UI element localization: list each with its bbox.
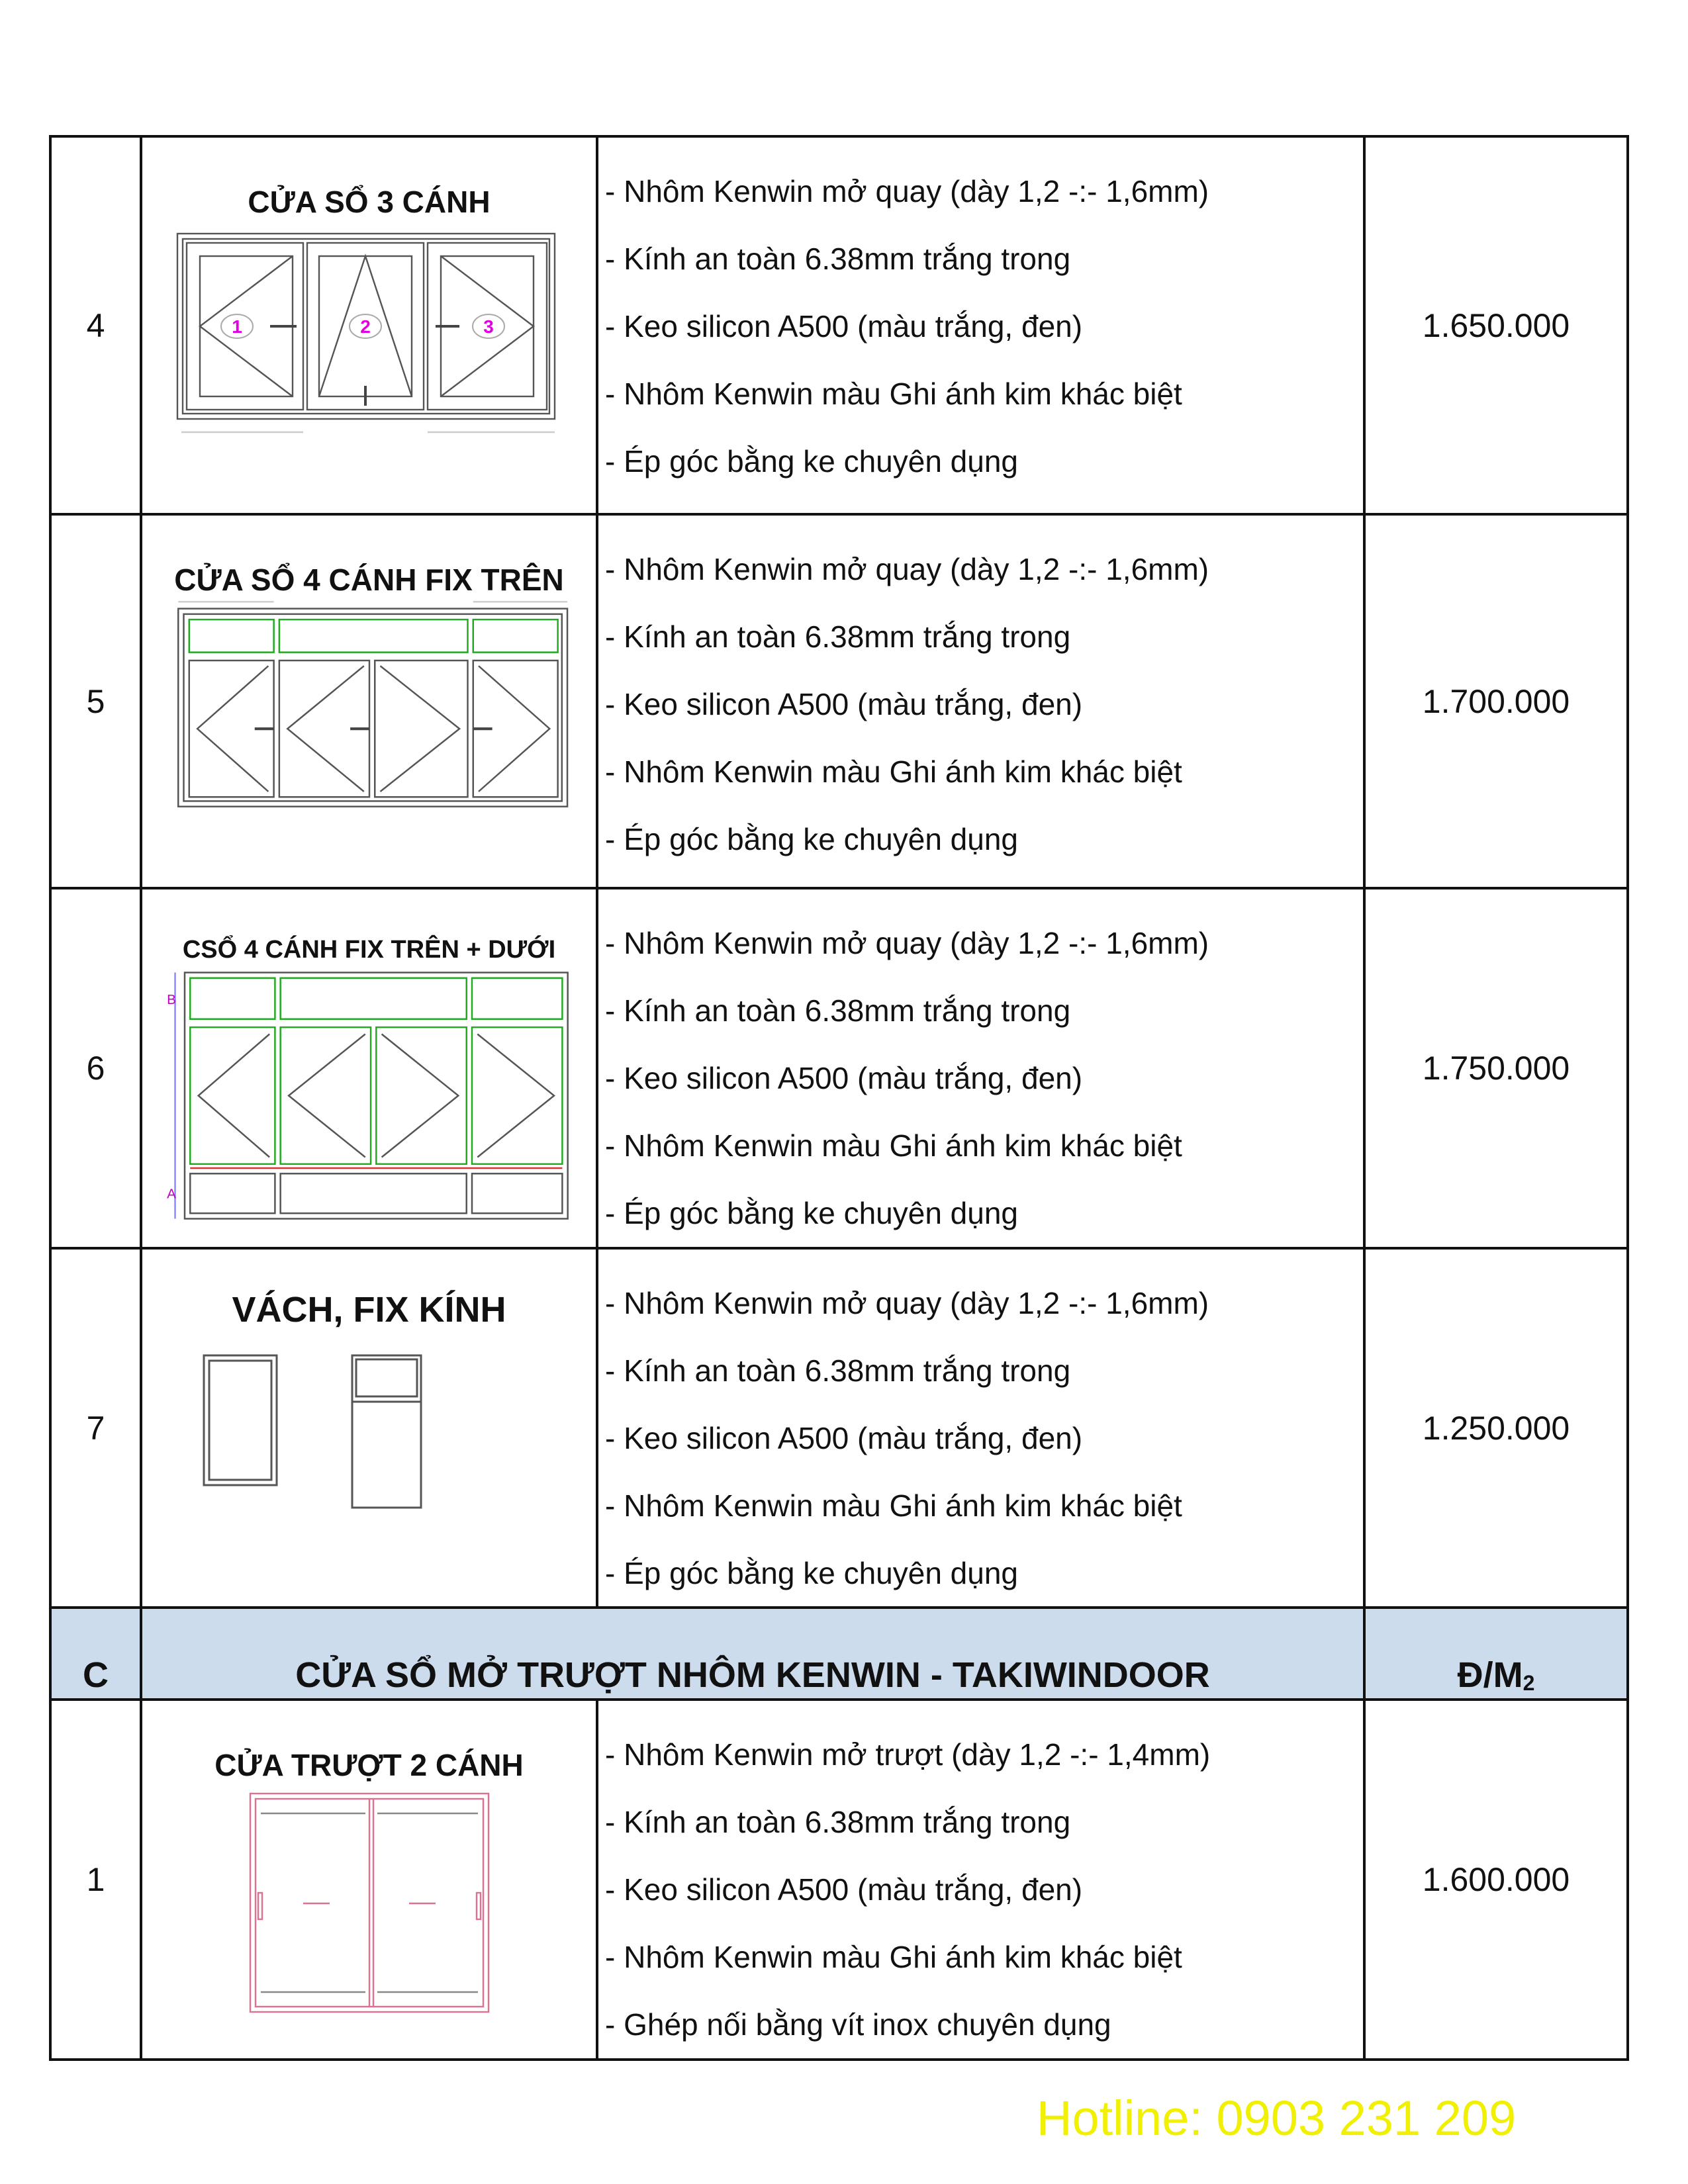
feature-item: - Kính an toàn 6.38mm trắng trong (605, 993, 1071, 1028)
feature-item: - Nhôm Kenwin màu Ghi ánh kim khác biệt (605, 754, 1182, 789)
feature-item: - Ép góc bằng ke chuyên dụng (605, 1196, 1019, 1230)
feature-item: - Keo silicon A500 (màu trắng, đen) (605, 1421, 1083, 1455)
feature-item: - Ép góc bằng ke chuyên dụng (605, 1556, 1019, 1590)
unit-superscript: 2 (1523, 1671, 1535, 1695)
product-title: VÁCH, FIX KÍNH (232, 1290, 506, 1330)
window-3-casement-drawing-icon (142, 227, 596, 442)
table-row (52, 516, 1626, 889)
price: 1.700.000 (1422, 682, 1570, 720)
feature-item: - Kính an toàn 6.38mm trắng trong (605, 619, 1071, 654)
feature-item: - Nhôm Kenwin mở quay (dày 1,2 -:- 1,6mm) (605, 926, 1209, 960)
product-title: CỬA SỔ 3 CÁNH (248, 185, 491, 219)
feature-item: - Kính an toàn 6.38mm trắng trong (605, 1353, 1071, 1388)
feature-item: - Nhôm Kenwin màu Ghi ánh kim khác biệt (605, 377, 1182, 411)
feature-item: - Ghép nối bằng vít inox chuyên dụng (605, 2007, 1111, 2042)
features-cell (598, 1701, 1366, 2058)
product-cell (142, 1701, 598, 2058)
product-cell (142, 1250, 598, 1606)
table-row (52, 1250, 1626, 1609)
product-title: CỬA SỔ 4 CÁNH FIX TRÊN (174, 563, 564, 597)
feature-item: - Kính an toàn 6.38mm trắng trong (605, 242, 1071, 276)
row-number: 7 (52, 1250, 142, 1606)
unit-text: Đ/M (1457, 1655, 1523, 1695)
table-row (52, 1701, 1626, 2058)
product-title: CỬA TRƯỢT 2 CÁNH (214, 1748, 524, 1782)
features-cell (598, 1250, 1366, 1606)
price: 1.250.000 (1422, 1409, 1570, 1447)
price: 1.750.000 (1422, 1050, 1570, 1087)
features-cell (598, 138, 1366, 513)
feature-item: - Ép góc bằng ke chuyên dụng (605, 444, 1019, 478)
product-cell (142, 516, 598, 887)
feature-item: - Nhôm Kenwin màu Ghi ánh kim khác biệt (605, 1488, 1182, 1523)
dim-label-b: B (166, 992, 176, 1008)
feature-item: - Nhôm Kenwin mở trượt (dày 1,2 -:- 1,4mm) (605, 1737, 1211, 1772)
feature-item: - Keo silicon A500 (màu trắng, đen) (605, 309, 1083, 343)
hotline-text: Hotline: 0903 231 209 (1037, 2091, 1517, 2146)
feature-item: - Kính an toàn 6.38mm trắng trong (605, 1805, 1071, 1839)
features-cell (598, 516, 1366, 887)
price: 1.650.000 (1422, 306, 1570, 344)
section-header (52, 1609, 1626, 1701)
feature-item: - Nhôm Kenwin mở quay (dày 1,2 -:- 1,6mm) (605, 174, 1209, 208)
table-row (52, 138, 1626, 516)
feature-item: - Nhôm Kenwin màu Ghi ánh kim khác biệt (605, 1128, 1182, 1163)
price: 1.600.000 (1422, 1861, 1570, 1898)
section-unit (1366, 1609, 1626, 1698)
dim-label-a: A (166, 1186, 176, 1202)
feature-item: - Nhôm Kenwin mở quay (dày 1,2 -:- 1,6mm) (605, 1286, 1209, 1320)
feature-item: - Nhôm Kenwin màu Ghi ánh kim khác biệt (605, 1940, 1182, 1974)
window-4-fix-top-drawing-icon (142, 595, 596, 817)
row-number: 1 (52, 1701, 142, 2058)
table-row (52, 889, 1626, 1250)
row-number: 4 (52, 138, 142, 513)
features-cell (598, 889, 1366, 1247)
feature-item: - Keo silicon A500 (màu trắng, đen) (605, 687, 1083, 721)
fixed-glass-panels-drawing-icon (142, 1349, 596, 1524)
section-title: CỬA SỔ MỞ TRƯỢT NHÔM KENWIN - TAKIWINDOOR (142, 1609, 1366, 1698)
sash-label-1: 1 (231, 316, 242, 337)
sash-label-2: 2 (359, 316, 371, 337)
product-cell (142, 889, 598, 1247)
feature-item: - Nhôm Kenwin mở quay (dày 1,2 -:- 1,6mm) (605, 552, 1209, 586)
section-code: C (52, 1609, 142, 1698)
product-cell (142, 138, 598, 513)
feature-item: - Keo silicon A500 (màu trắng, đen) (605, 1872, 1083, 1907)
sliding-2-panel-drawing-icon (142, 1787, 596, 2022)
window-4-fix-top-bottom-drawing-icon (142, 966, 596, 1229)
row-number: 6 (52, 889, 142, 1247)
price-table (49, 135, 1629, 2061)
feature-item: - Keo silicon A500 (màu trắng, đen) (605, 1061, 1083, 1095)
row-number: 5 (52, 516, 142, 887)
sash-label-3: 3 (483, 316, 494, 337)
feature-item: - Ép góc bằng ke chuyên dụng (605, 822, 1019, 856)
product-title: CSỔ 4 CÁNH FIX TRÊN + DƯỚI (182, 936, 556, 964)
